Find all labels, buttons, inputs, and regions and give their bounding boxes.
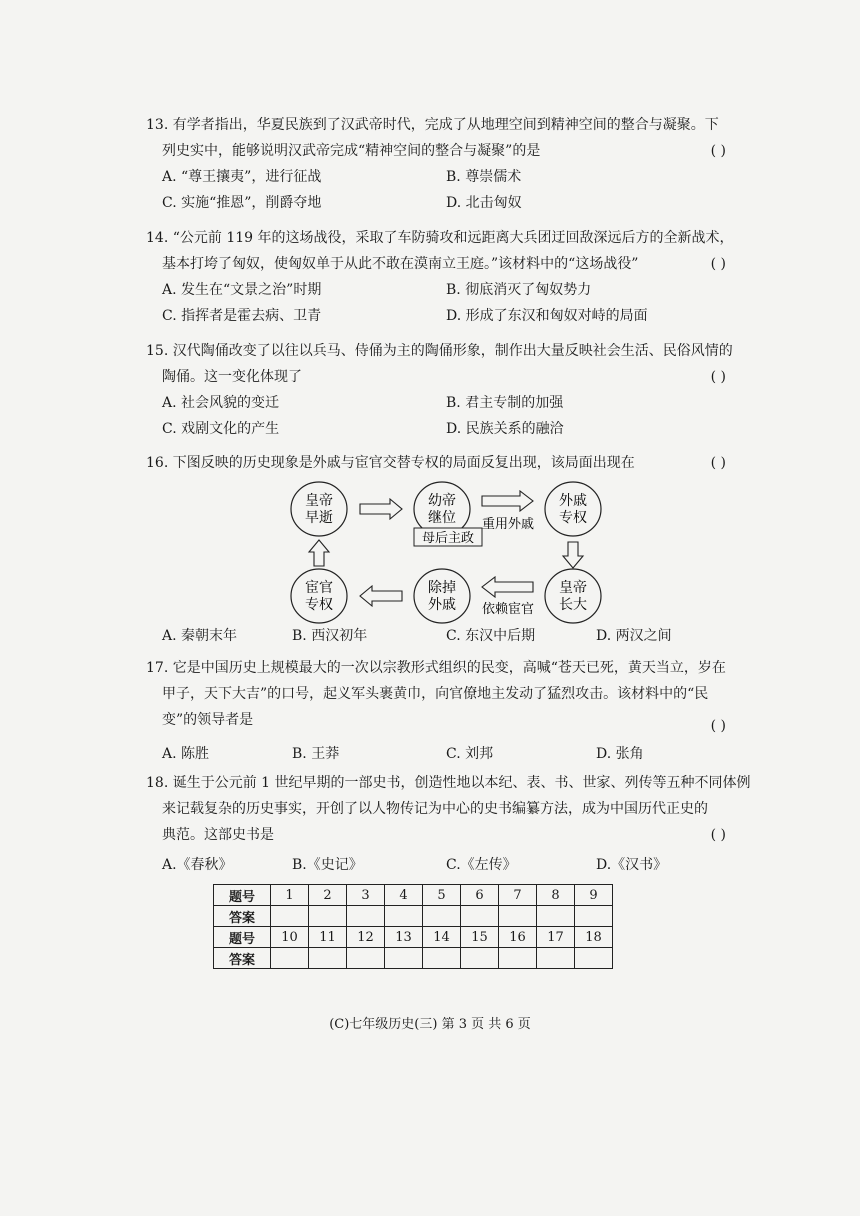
question-18-line1: 18. 诞生于公元前 1 世纪早期的一部史书，创造性地以本纪、表、书、世家、列传等五种不同体例 [146, 775, 751, 791]
svg-text:母后主政: 母后主政 [421, 531, 475, 546]
answer-cell[interactable] [423, 906, 461, 927]
option-16-d[interactable]: D. 两汉之间 [596, 628, 672, 644]
table-cell-number: 11 [309, 927, 347, 948]
node-consort-clan-power [545, 482, 601, 536]
option-15-d[interactable]: D. 民族关系的融洽 [446, 421, 564, 437]
answer-cell[interactable] [309, 948, 347, 969]
table-head-answer: 答案 [214, 906, 271, 927]
table-cell-number: 13 [385, 927, 423, 948]
label-rely-on-consorts: 重用外戚 [481, 517, 535, 532]
svg-text:皇帝: 皇帝 [559, 580, 587, 596]
svg-text:专权: 专权 [305, 597, 333, 613]
option-13-c[interactable]: C. 实施“推恩”，削爵夺地 [162, 195, 322, 211]
option-13-b[interactable]: B. 尊崇儒术 [446, 169, 522, 185]
answer-cell[interactable] [499, 948, 537, 969]
table-cell-number: 17 [537, 927, 575, 948]
label-rely-on-eunuchs: 依赖宦官 [481, 602, 535, 617]
svg-text:外戚: 外戚 [559, 493, 587, 509]
question-15-line1: 15. 汉代陶俑改变了以往以兵马、侍俑为主的陶俑形象，制作出大量反映社会生活、民俗风情的 [146, 343, 733, 359]
answer-table [213, 884, 613, 969]
option-13-a[interactable]: A. “尊王攘夷”，进行征战 [162, 169, 322, 185]
table-cell-number: 4 [385, 885, 423, 906]
svg-text:专权: 专权 [559, 510, 587, 526]
question-13 [146, 112, 726, 216]
page-footer: (C)七年级历史(三) 第 3 页 共 6 页 [329, 1017, 531, 1032]
answer-cell[interactable] [309, 906, 347, 927]
svg-text:宦官: 宦官 [305, 580, 333, 596]
answer-cell[interactable] [499, 906, 537, 927]
option-17-b[interactable]: B. 王莽 [292, 746, 340, 762]
option-18-a[interactable]: A.《春秋》 [162, 857, 233, 873]
table-row [214, 906, 613, 927]
regency-box [414, 528, 482, 546]
answer-paren-17[interactable]: ( ) [710, 718, 726, 734]
table-cell-number: 5 [423, 885, 461, 906]
node-eunuch-power [291, 569, 347, 623]
table-cell-number: 3 [347, 885, 385, 906]
question-17-line1: 17. 它是中国历史上规模最大的一次以宗教形式组织的民变，高喊“苍天已死，黄天当立，岁在 [146, 660, 726, 676]
answer-cell[interactable] [271, 948, 309, 969]
option-14-b[interactable]: B. 彻底消灭了匈奴势力 [446, 282, 592, 298]
answer-cell[interactable] [347, 948, 385, 969]
option-17-c[interactable]: C. 刘邦 [446, 746, 494, 762]
answer-cell[interactable] [271, 906, 309, 927]
table-row [214, 927, 613, 948]
option-18-c[interactable]: C.《左传》 [446, 857, 517, 873]
answer-cell[interactable] [461, 906, 499, 927]
table-cell-number: 18 [575, 927, 613, 948]
question-18 [146, 770, 751, 878]
table-head-number: 题号 [214, 885, 271, 906]
question-14 [146, 225, 734, 329]
cycle-diagram [290, 480, 620, 630]
arrow-6-up [309, 540, 329, 566]
question-18-line2: 来记载复杂的历史事实，开创了以人物传记为中心的史书编纂方法，成为中国历代正史的 [162, 801, 708, 817]
table-cell-number: 9 [575, 885, 613, 906]
table-row [214, 948, 613, 969]
node-emperor-grows-up [545, 569, 601, 623]
answer-cell[interactable] [385, 906, 423, 927]
option-17-a[interactable]: A. 陈胜 [162, 746, 210, 762]
table-cell-number: 15 [461, 927, 499, 948]
arrow-2-right [482, 491, 533, 511]
svg-text:早逝: 早逝 [305, 510, 333, 526]
option-17-d[interactable]: D. 张角 [596, 746, 644, 762]
answer-paren-15[interactable]: ( ) [710, 369, 726, 385]
question-18-line3: 典范。这部史书是 [162, 827, 274, 843]
table-cell-number: 6 [461, 885, 499, 906]
table-cell-number: 14 [423, 927, 461, 948]
svg-text:幼帝: 幼帝 [428, 493, 456, 509]
question-14-line1: 14. “公元前 119 年的这场战役，采取了车防骑攻和远距离大兵团迂回敌深远后方的全新战术， [146, 230, 734, 246]
svg-text:外戚: 外戚 [428, 597, 456, 613]
node-remove-consort-clan [414, 569, 470, 623]
answer-paren-13[interactable]: ( ) [710, 143, 726, 159]
table-cell-number: 7 [499, 885, 537, 906]
question-17 [146, 655, 726, 767]
question-13-line1: 13. 有学者指出，华夏民族到了汉武帝时代，完成了从地理空间到精神空间的整合与凝聚。下 [146, 117, 719, 133]
table-cell-number: 1 [271, 885, 309, 906]
question-16 [146, 450, 726, 476]
arrow-3-down [563, 542, 583, 568]
option-14-c[interactable]: C. 指挥者是霍去病、卫青 [162, 308, 322, 324]
svg-text:长大: 长大 [559, 597, 587, 613]
answer-cell[interactable] [537, 906, 575, 927]
option-16-a[interactable]: A. 秦朝末年 [162, 628, 238, 644]
question-17-line2: 甲子，天下大吉”的口号，起义军头裹黄巾，向官僚地主发动了猛烈攻击。该材料中的“民 [162, 686, 709, 702]
table-cell-number: 16 [499, 927, 537, 948]
question-13-line2: 列史实中，能够说明汉武帝完成“精神空间的整合与凝聚”的是 [162, 143, 541, 159]
answer-paren-14[interactable]: ( ) [710, 256, 726, 272]
option-15-b[interactable]: B. 君主专制的加强 [446, 395, 564, 411]
svg-text:除掉: 除掉 [428, 580, 456, 596]
arrow-5-left [360, 586, 402, 606]
table-head-number: 题号 [214, 927, 271, 948]
svg-text:继位: 继位 [428, 510, 456, 526]
table-head-answer: 答案 [214, 948, 271, 969]
table-row [214, 885, 613, 906]
question-15 [146, 338, 733, 442]
option-15-a[interactable]: A. 社会风貌的变迁 [162, 395, 280, 411]
option-14-a[interactable]: A. 发生在“文景之治”时期 [162, 282, 322, 298]
svg-text:皇帝: 皇帝 [305, 493, 333, 509]
table-cell-number: 12 [347, 927, 385, 948]
question-14-line2: 基本打垮了匈奴，使匈奴单于从此不敢在漠南立王庭。”该材料中的“这场战役” [162, 256, 639, 272]
arrow-1-right [360, 499, 402, 519]
answer-cell[interactable] [423, 948, 461, 969]
answer-paren-16[interactable]: ( ) [710, 455, 726, 471]
option-18-d[interactable]: D.《汉书》 [596, 857, 668, 873]
answer-paren-18[interactable]: ( ) [710, 827, 726, 843]
answer-cell[interactable] [575, 948, 613, 969]
table-cell-number: 2 [309, 885, 347, 906]
question-17-line3: 变”的领导者是 [162, 712, 254, 728]
arrow-4-left [482, 577, 533, 597]
answer-cell[interactable] [347, 906, 385, 927]
node-emperor-dies-young [291, 482, 347, 536]
option-14-d[interactable]: D. 形成了东汉和匈奴对峙的局面 [446, 308, 648, 324]
option-15-c[interactable]: C. 戏剧文化的产生 [162, 421, 280, 437]
question-16-line1: 16. 下图反映的历史现象是外戚与宦官交替专权的局面反复出现，该局面出现在 [146, 455, 635, 471]
table-cell-number: 8 [537, 885, 575, 906]
question-16-options [146, 623, 726, 649]
option-13-d[interactable]: D. 北击匈奴 [446, 195, 522, 211]
table-cell-number: 10 [271, 927, 309, 948]
answer-cell[interactable] [385, 948, 423, 969]
option-18-b[interactable]: B.《史记》 [292, 857, 363, 873]
answer-cell[interactable] [537, 948, 575, 969]
option-16-b[interactable]: B. 西汉初年 [292, 628, 368, 644]
answer-cell[interactable] [575, 906, 613, 927]
answer-cell[interactable] [461, 948, 499, 969]
question-15-line2: 陶俑。这一变化体现了 [162, 369, 302, 385]
option-16-c[interactable]: C. 东汉中后期 [446, 628, 536, 644]
